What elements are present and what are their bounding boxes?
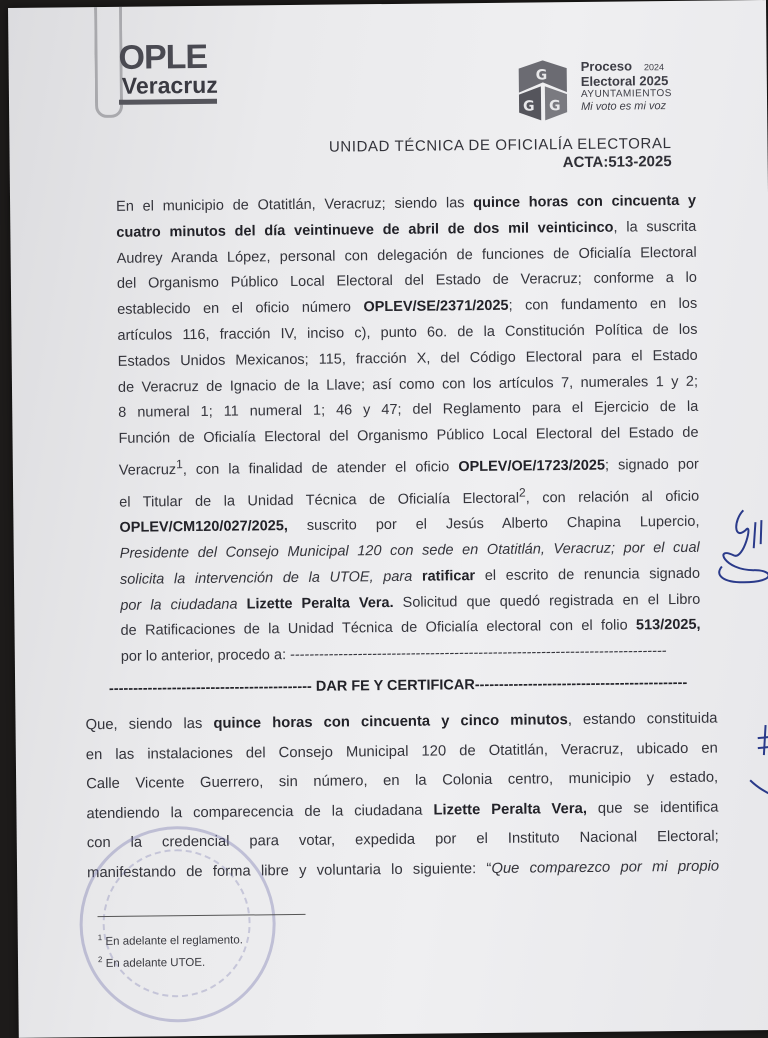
text-run: atendiendo la comparecencia de la ciudadana xyxy=(86,802,434,822)
footnote-1 xyxy=(98,928,243,951)
text-run: , con la finalidad de atender el oficio xyxy=(182,459,459,478)
footnote-number: 2 xyxy=(97,954,103,964)
footnote-ref: 2 xyxy=(518,485,526,500)
footnote-text: En adelante el reglamento. xyxy=(102,934,243,948)
para1-line: Estados Unidos Mexicanos; 115, fracción X, del Código Electoral para el Estado xyxy=(117,347,698,370)
footnotes xyxy=(98,928,244,973)
footnote-2 xyxy=(98,949,243,972)
svg-text:G: G xyxy=(535,67,548,84)
text-run: ; con fundamento en los xyxy=(508,295,698,314)
first-paragraph xyxy=(116,189,701,671)
proceso-mark-icon xyxy=(511,60,576,123)
text-run: , la suscrita xyxy=(613,218,697,236)
para1-line: por lo anterior, procedo a: ------------------------------------------------------------------------------ xyxy=(120,643,667,666)
text-run: establecido en el oficio número xyxy=(117,299,364,319)
para2-line: Calle Vicente Guerrero, sin número, en la Colonia centro, municipio y estado, xyxy=(86,769,719,793)
proceso-electoral-logo xyxy=(511,59,682,123)
citizen-name: Lizette Peralta Vera, xyxy=(433,800,587,819)
ople-logo-top: OPLE xyxy=(118,37,208,77)
para1-line: 8 numeral 1; 11 numeral 1; 46 y 47; del Reglamento para el Ejercicio de la xyxy=(118,399,699,422)
citizen-name: Lizette Peralta Vera. xyxy=(246,594,394,613)
ople-logo-bottom: Veracruz xyxy=(121,71,218,99)
text-run: Que comparezco por mi propio xyxy=(491,858,720,877)
text-run-bold: cuatro minutos del día veintinueve de abril de dos mil veinticinco xyxy=(116,219,614,241)
svg-text:G: G xyxy=(522,98,535,115)
text-run: Solicitud que quedó registrada en el Libro xyxy=(393,591,701,611)
proceso-line1: Proceso xyxy=(580,58,633,74)
para1-line: Presidente del Consejo Municipal 120 con sede en Otatitlán, Veracruz; por el cual xyxy=(119,539,700,562)
para1-line: Función de Oficialía Electoral del Organismo Público Local Electoral del Estado de xyxy=(118,424,699,448)
text-run: el escrito de renuncia signado xyxy=(475,565,701,584)
svg-text:G: G xyxy=(548,98,561,115)
text-run: ; signado por xyxy=(604,456,699,474)
para1-line: Audrey Aranda López, personal con delegación de funciones de Oficialía Electoral xyxy=(116,244,697,267)
acta-number: ACTA:513-2025 xyxy=(562,153,672,172)
footnote-text: En adelante UTOE. xyxy=(102,956,206,970)
text-run: que se identifica xyxy=(586,799,719,817)
text-run: solicita la intervención de la UTOE, para xyxy=(119,568,423,588)
proceso-text xyxy=(581,59,673,114)
text-run: manifestando de forma libre y voluntaria lo siguiente: “ xyxy=(86,860,492,881)
ople-logo xyxy=(118,37,229,105)
text-run: Veracruz xyxy=(118,462,177,479)
text-run: Que, siendo las xyxy=(85,715,214,734)
proceso-year: 2024 xyxy=(643,62,665,73)
dar-fe-heading xyxy=(87,675,709,698)
para1-line: del Organismo Público Local Electoral del Estado de Veracruz; conforme a lo xyxy=(116,270,697,293)
footnote-number: 1 xyxy=(97,933,103,943)
folio-number: 513/2025, xyxy=(635,617,701,634)
document-page xyxy=(8,0,768,1038)
text-run-bold: ratificar xyxy=(421,567,476,585)
para2-line: con la credencial para votar, expedida por el Instituto Nacional Electoral; xyxy=(86,828,719,852)
para2-line: en las instalaciones del Consejo Municipal 120 de Otatitlán, Veracruz, ubicado en xyxy=(85,740,718,763)
official-seal xyxy=(79,825,277,1023)
oficio-number: OPLEV/CM120/027/2025, xyxy=(119,518,289,537)
proceso-line2: Electoral 2025 xyxy=(580,73,669,89)
text-run: suscrito por el Jesús Alberto Chapina Lupercio, xyxy=(287,513,700,535)
text-run-bold: quince horas con cincuenta y cinco minutos xyxy=(213,712,568,732)
text-run: , con relación al oficio xyxy=(525,488,700,506)
text-run: el Titular de la Unidad Técnica de Oficialía Electoral xyxy=(119,490,520,511)
oficio-number: OPLEV/OE/1723/2025 xyxy=(458,457,606,476)
oficio-number: OPLEV/SE/2371/2025 xyxy=(363,297,509,316)
para1-line: de Veracruz de Ignacio de la Llave; así como con los artículos 7, numerales 1 y 2; xyxy=(117,373,699,396)
text-run: , estando constituida xyxy=(567,710,718,729)
seal-inner-ring xyxy=(102,848,252,998)
text-run: por la ciudadana xyxy=(120,596,247,614)
voto-slogan: Mi voto es mi voz xyxy=(581,100,667,113)
handwritten-mark xyxy=(746,720,768,810)
handwritten-signature xyxy=(703,500,768,611)
unidad-title: UNIDAD TÉCNICA DE OFICIALÍA ELECTORAL xyxy=(328,135,672,156)
dar-fe-text: ------------------------------------------ DAR FE Y CERTIFICAR-------------------------------------------- xyxy=(108,674,688,697)
text-run-bold: quince horas con cincuenta y xyxy=(473,192,697,212)
ople-logo-bar xyxy=(119,99,217,105)
text-run: de Ratificaciones de la Unidad Técnica de Oficialía electoral con el folio xyxy=(120,617,637,640)
ayuntamientos-label: AYUNTAMIENTOS xyxy=(580,88,672,100)
text-run: En el municipio de Otatitlán, Veracruz; siendo las xyxy=(116,195,474,215)
para1-line: artículos 116, fracción IV, inciso c), punto 6o. de la Constitución Política de los xyxy=(117,321,698,344)
footnote-ref: 1 xyxy=(175,457,183,472)
